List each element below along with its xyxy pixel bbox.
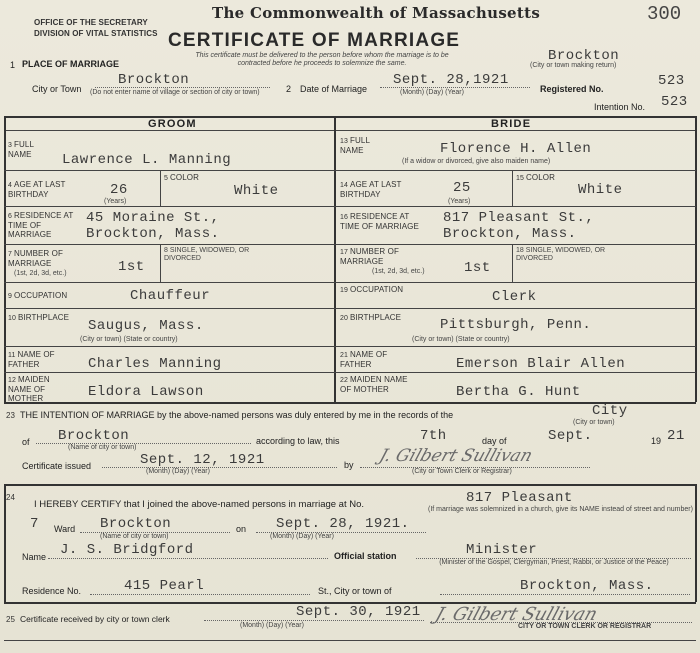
bride-full-name-label: 13 FULL NAME	[340, 136, 370, 155]
groom-mother-label: 12 MAIDEN NAME OF MOTHER	[8, 375, 50, 403]
received-label: Certificate received by city or town clerk	[20, 614, 170, 624]
certify-text: I HEREBY CERTIFY that I joined the above-named persons in marriage at No.	[34, 499, 365, 510]
official-station-label: Official station	[334, 551, 397, 561]
bride-occupation-label: 19 OCCUPATION	[340, 285, 404, 294]
received-date: Sept. 30, 1921	[296, 604, 421, 620]
intention-day-of: day of	[482, 436, 507, 446]
bride-birthplace: Pittsburgh, Penn.	[440, 317, 592, 333]
ward-label: Ward	[54, 524, 76, 534]
certify-address-caption: (If marriage was solemnized in a church, give its NAME instead of street and number)	[428, 506, 693, 513]
intention-year-prefix: 19	[651, 436, 662, 446]
intention-city: Brockton	[58, 428, 130, 444]
bride-birthplace-caption: (City or town) (State or country)	[412, 336, 510, 343]
bride-residence-2: Brockton, Mass.	[443, 226, 577, 242]
intention-month: Sept.	[548, 428, 593, 444]
place-label: PLACE OF MARRIAGE	[22, 59, 120, 69]
instruction-text: This certificate must be delivered to the person before whom the marriage is to be contracted before he proceeds to solemnize the same.	[195, 52, 449, 67]
date-label: Date of Marriage	[300, 84, 368, 94]
certify-on-label: on	[236, 524, 247, 534]
city-caption: (Do not enter name of village or section of city or town)	[90, 89, 260, 96]
groom-mother: Eldora Lawson	[88, 384, 204, 400]
intention-text: THE INTENTION OF MARRIAGE by the above-named persons was duly entered by me in the records of the	[20, 410, 454, 420]
groom-status-label: 8 SINGLE, WIDOWED, OR DIVORCED	[164, 247, 250, 262]
intention-according: according to law, this	[256, 436, 340, 446]
office-line-2: DIVISION OF VITAL STATISTICS	[34, 29, 158, 38]
issued-by-caption: (City or Town Clerk or Registrar)	[412, 468, 512, 475]
intention-num: 23	[6, 411, 16, 420]
groom-age: 26	[110, 182, 128, 198]
bride-residence-label: 16 RESIDENCE AT TIME OF MARRIAGE	[340, 212, 419, 231]
groom-birthplace-caption: (City or town) (State or country)	[80, 336, 178, 343]
ward-number: 7	[30, 516, 39, 532]
bride-full-name: Florence H. Allen	[440, 141, 592, 157]
officiant-town: Brockton, Mass.	[520, 578, 654, 594]
bride-age-label: 14 AGE AT LAST BIRTHDAY	[340, 180, 402, 199]
groom-residence-1: 45 Moraine St.,	[86, 210, 220, 226]
certify-date: Sept. 28, 1921.	[276, 516, 410, 532]
intention-year: 21	[667, 428, 685, 444]
bride-residence-1: 817 Pleasant St.,	[443, 210, 595, 226]
bride-occupation: Clerk	[492, 289, 537, 305]
returning-city: Brockton	[548, 48, 620, 64]
received-signature-caption: CITY OR TOWN CLERK OR REGISTRAR	[518, 623, 652, 630]
registered-value: 523	[658, 73, 685, 89]
commonwealth-heading: The Commonwealth of Massachusetts	[212, 4, 541, 22]
groom-age-caption: (Years)	[104, 198, 127, 205]
issued-caption: (Month) (Day) (Year)	[146, 468, 210, 475]
bride-heading: BRIDE	[491, 118, 532, 130]
groom-occupation: Chauffeur	[130, 288, 211, 304]
intention-city-caption: (Name of city or town)	[68, 444, 137, 451]
groom-age-label: 4 AGE AT LAST BIRTHDAY	[8, 180, 66, 199]
certify-address: 817 Pleasant	[466, 490, 573, 506]
bride-father: Emerson Blair Allen	[456, 356, 626, 372]
officiant-residence-label: Residence No.	[22, 586, 82, 596]
bride-number: 1st	[464, 260, 491, 276]
groom-heading: GROOM	[148, 118, 197, 130]
city-label: City or Town	[32, 84, 82, 94]
groom-color: White	[234, 183, 279, 199]
bride-full-name-caption: (If a widow or divorced, give also maiden name)	[402, 158, 551, 165]
officiant-name-label: Name	[22, 552, 47, 562]
place-num: 1	[10, 60, 16, 70]
received-num: 25	[6, 615, 16, 624]
groom-birthplace: Saugus, Mass.	[88, 318, 204, 334]
groom-number-label: 7 NUMBER OF MARRIAGE	[8, 249, 63, 268]
bride-number-label: 17 NUMBER OF MARRIAGE	[340, 247, 399, 266]
bride-color: White	[578, 182, 623, 198]
clerk-signature: J. Gilbert Sullivan	[376, 446, 535, 466]
groom-number-caption: (1st, 2d, 3d, etc.)	[14, 270, 67, 277]
date-value: Sept. 28,1921	[393, 72, 509, 88]
returning-city-caption: (City or town making return)	[530, 62, 617, 69]
received-date-caption: (Month) (Day) (Year)	[240, 622, 304, 629]
issued-label: Certificate issued	[22, 461, 92, 471]
intention-day: 7th	[420, 428, 447, 444]
certify-num: 24	[6, 493, 16, 502]
officiant-st-label: St., City or town of	[318, 586, 392, 596]
date-num: 2	[286, 84, 292, 94]
officiant-name: J. S. Bridgford	[60, 542, 194, 558]
groom-color-label: 5 COLOR	[164, 173, 199, 182]
bride-birthplace-label: 20 BIRTHPLACE	[340, 313, 402, 322]
issued-by-label: by	[344, 460, 354, 470]
officiant-residence: 415 Pearl	[124, 578, 205, 594]
intention-value: 523	[661, 94, 688, 110]
groom-full-name: Lawrence L. Manning	[62, 152, 232, 168]
groom-occupation-label: 9 OCCUPATION	[8, 291, 68, 300]
certify-city: Brockton	[100, 516, 172, 532]
office-line-1: OFFICE OF THE SECRETARY	[34, 18, 148, 27]
groom-father-label: 11 NAME OF FATHER	[8, 350, 55, 369]
registered-label: Registered No.	[540, 84, 604, 94]
intention-label: Intention No.	[594, 102, 646, 112]
intention-of-label: of	[22, 437, 30, 447]
received-signature: J. Gilbert Sullivan	[432, 604, 600, 625]
bride-age: 25	[453, 180, 471, 196]
bride-status-label: 18 SINGLE, WIDOWED, OR DIVORCED	[516, 247, 606, 262]
official-station-caption: (Minister of the Gospel, Clergyman, Priest, Rabbi, or Justice of the Peace)	[439, 559, 669, 566]
bride-color-label: 15 COLOR	[516, 173, 555, 182]
bride-mother: Bertha G. Hunt	[456, 384, 581, 400]
groom-birthplace-label: 10 BIRTHPLACE	[8, 313, 70, 322]
groom-number: 1st	[118, 259, 145, 275]
page-title: CERTIFICATE OF MARRIAGE	[168, 30, 461, 51]
groom-residence-label: 6 RESIDENCE AT TIME OF MARRIAGE	[8, 211, 74, 239]
stamp-number: 300	[647, 3, 682, 25]
intention-kind: City	[592, 403, 628, 419]
bride-number-caption: (1st, 2d, 3d, etc.)	[372, 268, 425, 275]
issued-value: Sept. 12, 1921	[140, 452, 265, 468]
certify-city-caption: (Name of city or town)	[100, 533, 169, 540]
groom-father: Charles Manning	[88, 356, 222, 372]
intention-kind-caption: (City or town)	[573, 419, 615, 426]
city-value: Brockton	[118, 72, 190, 88]
groom-residence-2: Brockton, Mass.	[86, 226, 220, 242]
date-caption: (Month) (Day) (Year)	[400, 89, 464, 96]
groom-full-name-label: 3 FULL NAME	[8, 140, 34, 159]
certify-date-caption: (Month) (Day) (Year)	[270, 533, 334, 540]
bride-age-caption: (Years)	[448, 198, 471, 205]
official-station: Minister	[466, 542, 538, 558]
bride-father-label: 21 NAME OF FATHER	[340, 350, 388, 369]
bride-mother-label: 22 MAIDEN NAME OF MOTHER	[340, 375, 408, 394]
